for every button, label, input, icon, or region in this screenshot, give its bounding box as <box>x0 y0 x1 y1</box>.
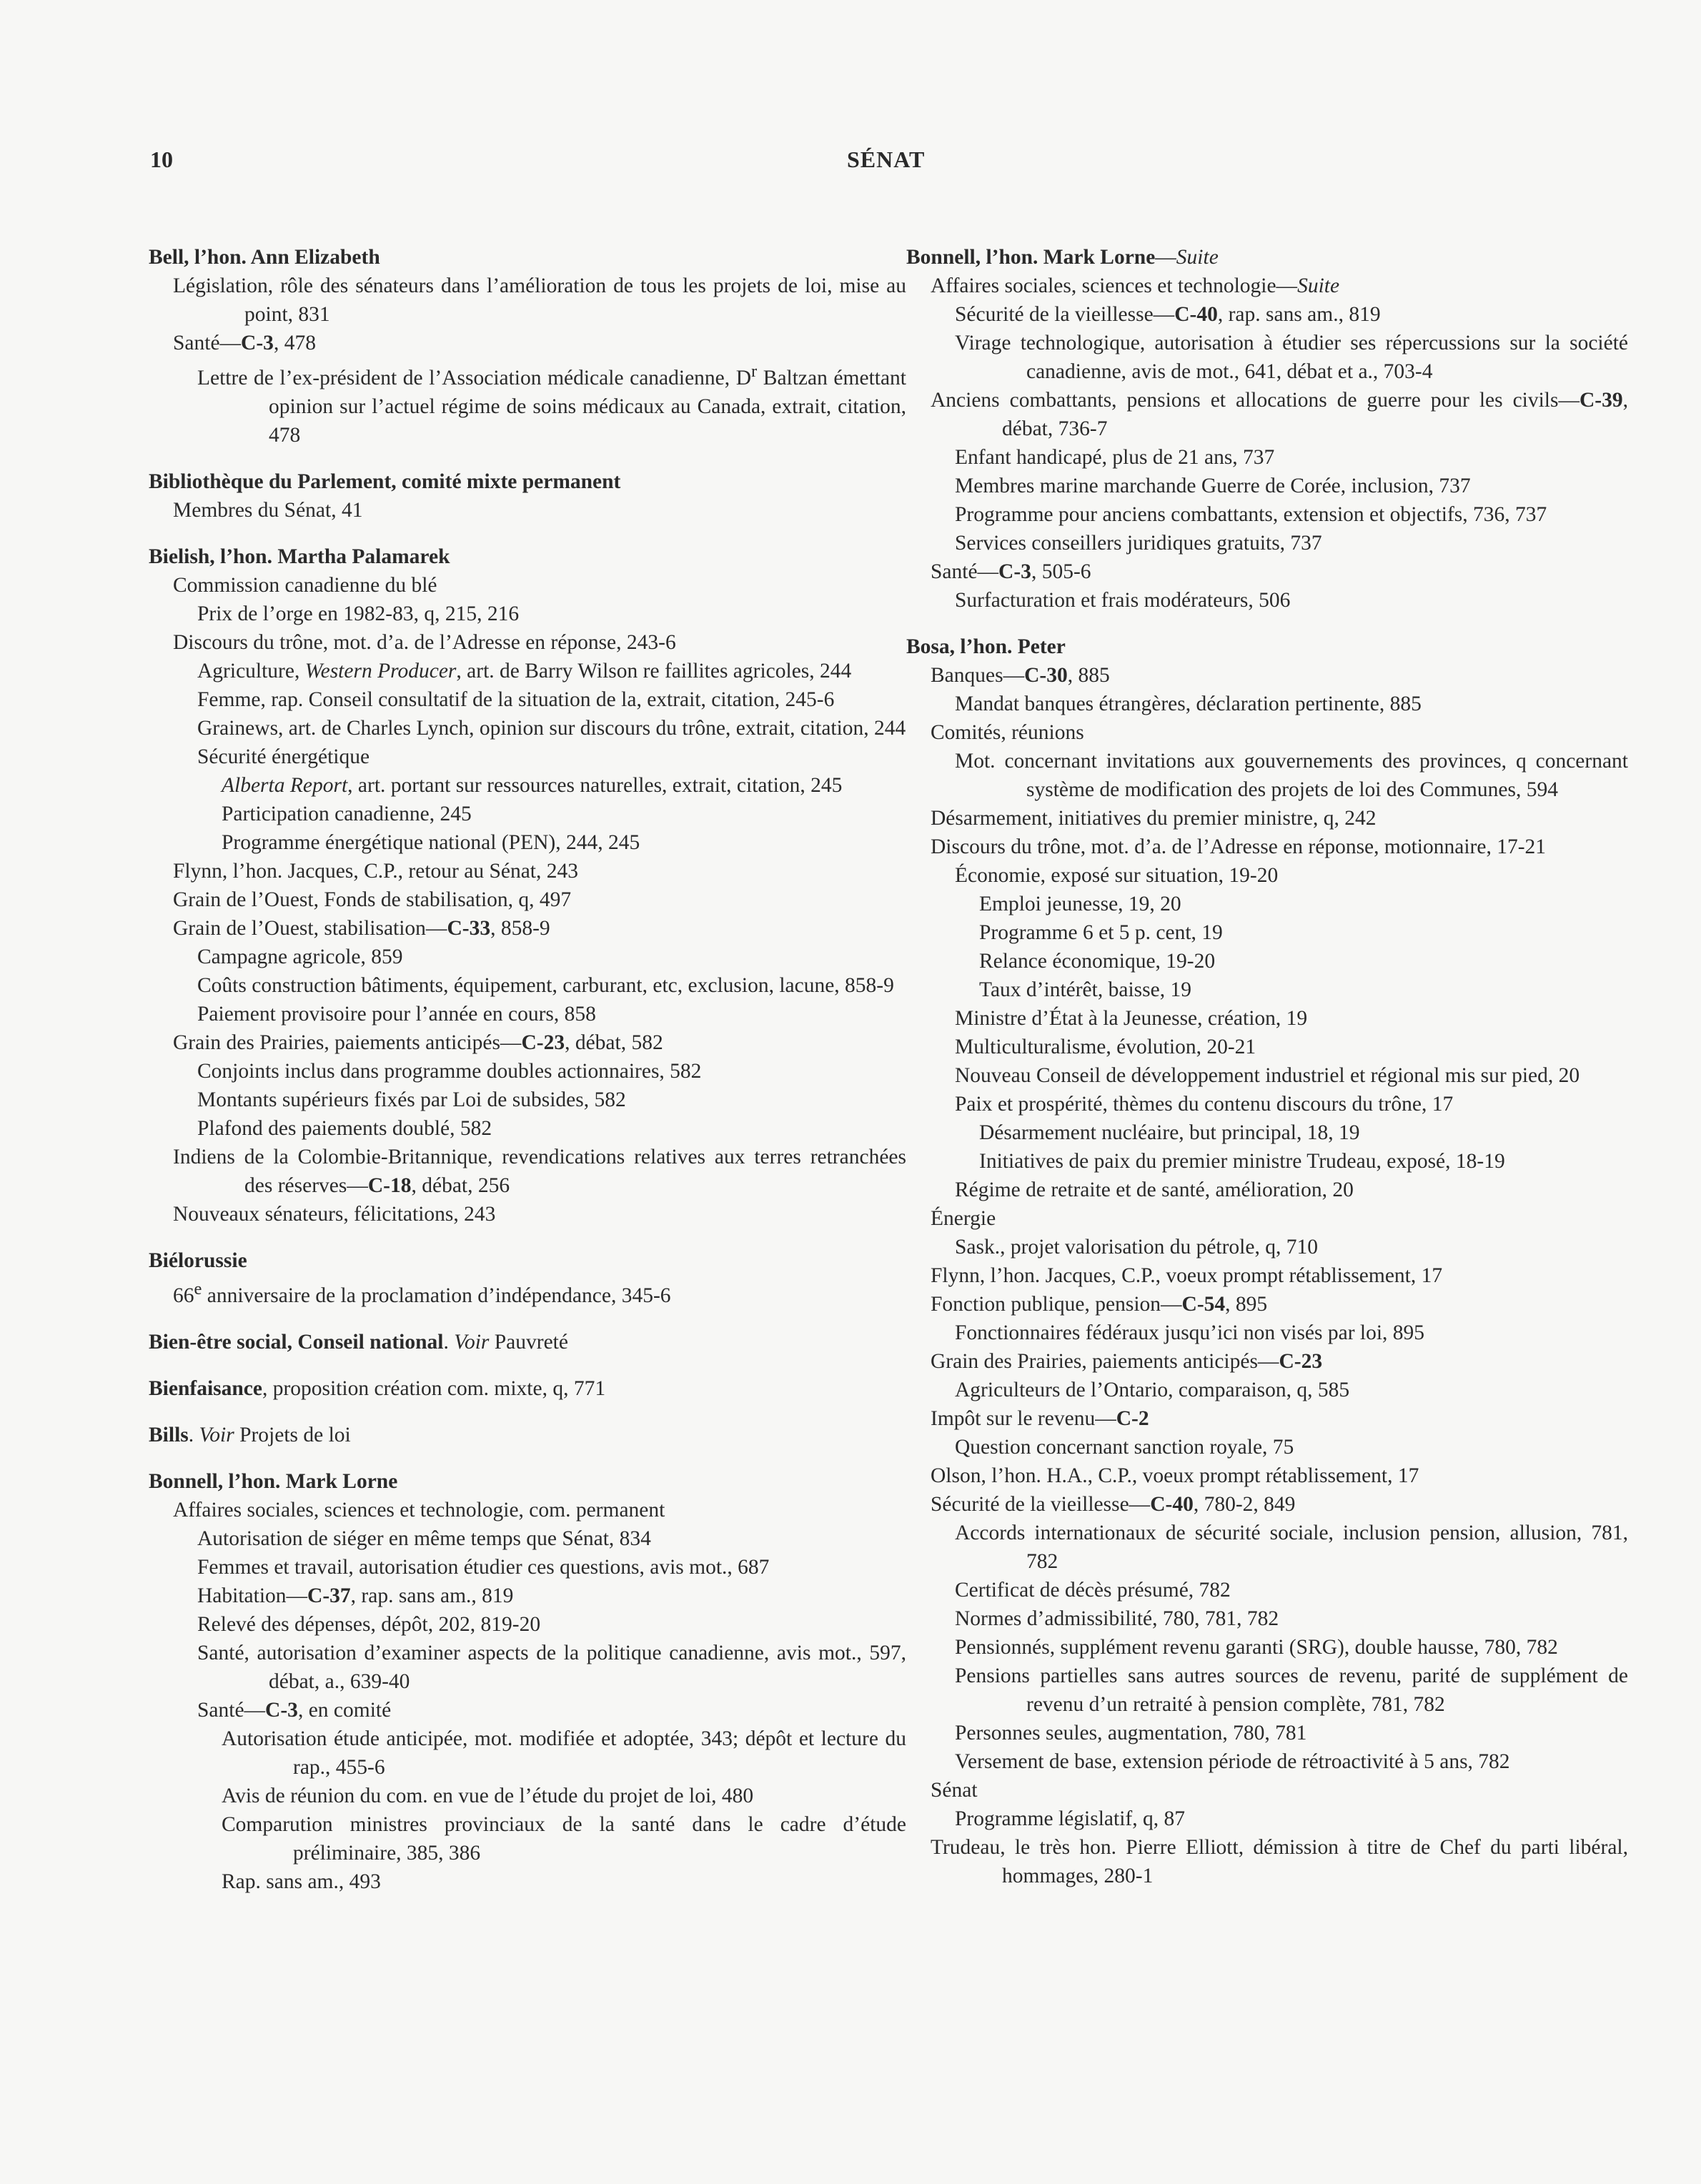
index-entry: Montants supérieurs fixés par Loi de subsides, 582 <box>197 1088 626 1111</box>
index-entry: Services conseillers juridiques gratuits, 737 <box>955 532 1322 555</box>
index-heading: Bonnell, l’hon. Mark Lorne—Suite <box>906 246 1219 269</box>
index-heading: Bell, l’hon. Ann Elizabeth <box>149 246 380 269</box>
index-entry: Mot. concernant invitations aux gouvernements des provinces, q concernant système de modification des projets de loi des Communes, 594 <box>955 750 1628 801</box>
index-entry: Commission canadienne du blé <box>173 573 437 597</box>
index-entry: Relance économique, 19-20 <box>979 950 1216 973</box>
left-column <box>149 243 906 1896</box>
index-entry: Régime de retraite et de santé, amélioration, 20 <box>955 1178 1354 1201</box>
index-entry: Mandat banques étrangères, déclaration pertinente, 885 <box>955 693 1422 715</box>
index-entry: Conjoints inclus dans programme doubles actionnaires, 582 <box>197 1059 702 1083</box>
index-heading: Bonnell, l’hon. Mark Lorne <box>149 1469 398 1493</box>
index-entry: Membres marine marchande Guerre de Corée, inclusion, 737 <box>955 475 1471 497</box>
index-entry: Enfant handicapé, plus de 21 ans, 737 <box>955 446 1275 469</box>
index-entry: Programme énergétique national (PEN), 244, 245 <box>222 830 640 854</box>
index-entry: Santé—C-3, en comité <box>197 1698 392 1722</box>
index-entry: Personnes seules, augmentation, 780, 781 <box>955 1722 1307 1744</box>
index-entry: Banques—C-30, 885 <box>931 664 1110 687</box>
index-entry: Comités, réunions <box>931 721 1084 744</box>
index-entry: Taux d’intérêt, baisse, 19 <box>979 978 1191 1001</box>
index-entry: Virage technologique, autorisation à étudier ses répercussions sur la société canadienne, avis de mot., 641, débat et a., 703-4 <box>955 332 1628 383</box>
index-entry: Discours du trône, mot. d’a. de l’Adresse en réponse, 243-6 <box>173 630 676 654</box>
index-entry: Versement de base, extension période de rétroactivité à 5 ans, 782 <box>955 1750 1510 1773</box>
index-entry: Autorisation de siéger en même temps que Sénat, 834 <box>197 1527 651 1550</box>
index-entry: Agriculteurs de l’Ontario, comparaison, q, 585 <box>955 1379 1350 1401</box>
right-column <box>906 243 1628 1890</box>
index-entry: Initiatives de paix du premier ministre Trudeau, exposé, 18-19 <box>979 1150 1505 1173</box>
index-entry: Sécurité de la vieillesse—C-40, rap. sans am., 819 <box>955 303 1381 326</box>
index-entry: Multiculturalisme, évolution, 20-21 <box>955 1036 1256 1058</box>
index-entry: Lettre de l’ex-président de l’Association médicale canadienne, $D^r$ Baltzan émettant opinion sur l’actuel régime de soins médicaux au Canada, extrait, citation, 478 <box>197 362 906 447</box>
index-heading: Biélorussie <box>149 1249 247 1272</box>
index-heading: Bien-être social, Conseil national. Voir Pauvreté <box>149 1330 568 1354</box>
index-entry: Anciens combattants, pensions et allocations de guerre pour les civils—C-39, débat, 736-7 <box>931 389 1628 440</box>
index-entry: Désarmement nucléaire, but principal, 18, 19 <box>979 1121 1360 1144</box>
index-entry: Ministre d’État à la Jeunesse, création, 19 <box>955 1007 1308 1030</box>
index-entry: Paiement provisoire pour l’année en cours, 858 <box>197 1002 596 1026</box>
index-entry: Emploi jeunesse, 19, 20 <box>979 893 1181 915</box>
index-entry: Femmes et travail, autorisation étudier ces questions, avis mot., 687 <box>197 1555 770 1579</box>
index-entry: Flynn, l’hon. Jacques, C.P., voeux prompt rétablissement, 17 <box>931 1264 1443 1287</box>
index-entry: Impôt sur le revenu—C-2 <box>931 1407 1149 1430</box>
index-entry: Coûts construction bâtiments, équipement, carburant, etc, exclusion, lacune, 858-9 <box>197 973 894 997</box>
index-entry: Grain de l’Ouest, stabilisation—C-33, 858-9 <box>173 916 550 940</box>
index-entry: Participation canadienne, 245 <box>222 802 472 825</box>
index-entry: Sénat <box>931 1779 978 1802</box>
running-title: SÉNAT <box>847 147 926 172</box>
index-entry: Nouveau Conseil de développement industriel et régional mis sur pied, 20 <box>955 1064 1580 1087</box>
index-entry: Nouveaux sénateurs, félicitations, 243 <box>173 1202 496 1226</box>
index-heading: Bibliothèque du Parlement, comité mixte permanent <box>149 470 621 493</box>
index-entry: Pensionnés, supplément revenu garanti (SRG), double hausse, 780, 782 <box>955 1636 1558 1659</box>
index-entry: Énergie <box>931 1207 996 1230</box>
index-entry: Autorisation étude anticipée, mot. modifiée et adoptée, 343; dépôt et lecture du rap., 455-6 <box>222 1727 906 1779</box>
index-heading: Bielish, l’hon. Martha Palamarek <box>149 545 450 568</box>
index-entry: Sécurité de la vieillesse—C-40, 780-2, 849 <box>931 1493 1296 1516</box>
index-heading: Bosa, l’hon. Peter <box>906 635 1066 658</box>
index-entry: Grain des Prairies, paiements anticipés—C-23 <box>931 1350 1323 1373</box>
index-entry: Affaires sociales, sciences et technologie—Suite <box>931 274 1340 297</box>
index-entry: Prix de l’orge en 1982-83, q, 215, 216 <box>197 602 520 625</box>
index-entry: Membres du Sénat, 41 <box>173 498 363 522</box>
index-entry: Certificat de décès présumé, 782 <box>955 1579 1231 1602</box>
index-entry: Avis de réunion du com. en vue de l’étude du projet de loi, 480 <box>222 1784 754 1807</box>
index-entry: Trudeau, le très hon. Pierre Elliott, démission à titre de Chef du parti libéral, hommages, 280-1 <box>931 1836 1628 1887</box>
index-entry: Grain de l’Ouest, Fonds de stabilisation, q, 497 <box>173 888 572 911</box>
index-entry: Agriculture, Western Producer, art. de Barry Wilson re faillites agricoles, 244 <box>197 659 852 682</box>
index-entry: Programme pour anciens combattants, extension et objectifs, 736, 737 <box>955 503 1547 526</box>
index-heading: Bienfaisance, proposition création com. mixte, q, 771 <box>149 1376 606 1400</box>
index-entry: Normes d’admissibilité, 780, 781, 782 <box>955 1607 1279 1630</box>
index-entry: Économie, exposé sur situation, 19-20 <box>955 864 1279 887</box>
page-header <box>0 147 1701 182</box>
index-entry: Surfacturation et frais modérateurs, 506 <box>955 589 1291 612</box>
index-entry: Habitation—C-37, rap. sans am., 819 <box>197 1584 514 1607</box>
index-entry: Rap. sans am., 493 <box>222 1870 381 1893</box>
index-entry: Programme 6 et 5 p. cent, 19 <box>979 921 1223 944</box>
index-entry: Santé—C-3, 505-6 <box>931 560 1091 583</box>
index-entry: Programme législatif, q, 87 <box>955 1807 1185 1830</box>
index-entry: Grainews, art. de Charles Lynch, opinion sur discours du trône, extrait, citation, 244 <box>197 716 906 740</box>
index-entry: Santé—C-3, 478 <box>173 332 316 354</box>
index-entry: Femme, rap. Conseil consultatif de la situation de la, extrait, citation, 245-6 <box>197 688 835 711</box>
index-entry: Affaires sociales, sciences et technologie, com. permanent <box>173 1498 665 1522</box>
index-entry: Indiens de la Colombie-Britannique, revendications relatives aux terres retranchées des réserves—C-18, débat, 256 <box>173 1145 906 1197</box>
index-entry: Paix et prospérité, thèmes du contenu discours du trône, 17 <box>955 1093 1454 1116</box>
index-entry: Flynn, l’hon. Jacques, C.P., retour au Sénat, 243 <box>173 859 578 883</box>
index-entry: Pensions partielles sans autres sources de revenu, parité de supplément de revenu d’un retraité à pension complète, 781, 782 <box>955 1664 1628 1716</box>
index-entry: Sécurité énergétique <box>197 745 370 768</box>
index-entry: Alberta Report, art. portant sur ressources naturelles, extrait, citation, 245 <box>222 773 843 797</box>
index-entry: Accords internationaux de sécurité sociale, inclusion pension, allusion, 781, 782 <box>955 1522 1628 1573</box>
index-entry: Fonction publique, pension—C-54, 895 <box>931 1293 1268 1316</box>
index-entry: Sask., projet valorisation du pétrole, q, 710 <box>955 1236 1318 1259</box>
index-entry: Grain des Prairies, paiements anticipés—C-23, débat, 582 <box>173 1031 663 1054</box>
index-entry: Comparution ministres provinciaux de la santé dans le cadre d’étude préliminaire, 385, 386 <box>222 1812 906 1865</box>
page-number: 10 <box>150 147 173 172</box>
index-entry: Désarmement, initiatives du premier ministre, q, 242 <box>931 807 1377 830</box>
index-heading: Bills. Voir Projets de loi <box>149 1423 351 1446</box>
index-entry: Discours du trône, mot. d’a. de l’Adresse en réponse, motionnaire, 17-21 <box>931 835 1547 858</box>
index-entry: Campagne agricole, 859 <box>197 945 403 968</box>
index-entry: Olson, l’hon. H.A., C.P., voeux prompt rétablissement, 17 <box>931 1464 1419 1487</box>
index-entry: Santé, autorisation d’examiner aspects de la politique canadienne, avis mot., 597, débat, a., 639-40 <box>197 1641 906 1693</box>
index-entry: Plafond des paiements doublé, 582 <box>197 1116 492 1140</box>
index-entry: Relevé des dépenses, dépôt, 202, 819-20 <box>197 1612 541 1636</box>
index-entry: Fonctionnaires fédéraux jusqu’ici non visés par loi, 895 <box>955 1321 1425 1344</box>
index-entry: Législation, rôle des sénateurs dans l’amélioration de tous les projets de loi, mise au point, 831 <box>173 274 906 326</box>
index-entry: Question concernant sanction royale, 75 <box>955 1436 1294 1459</box>
index-entry: 66e anniversaire de la proclamation d’indépendance, 345-6 <box>173 1279 671 1307</box>
